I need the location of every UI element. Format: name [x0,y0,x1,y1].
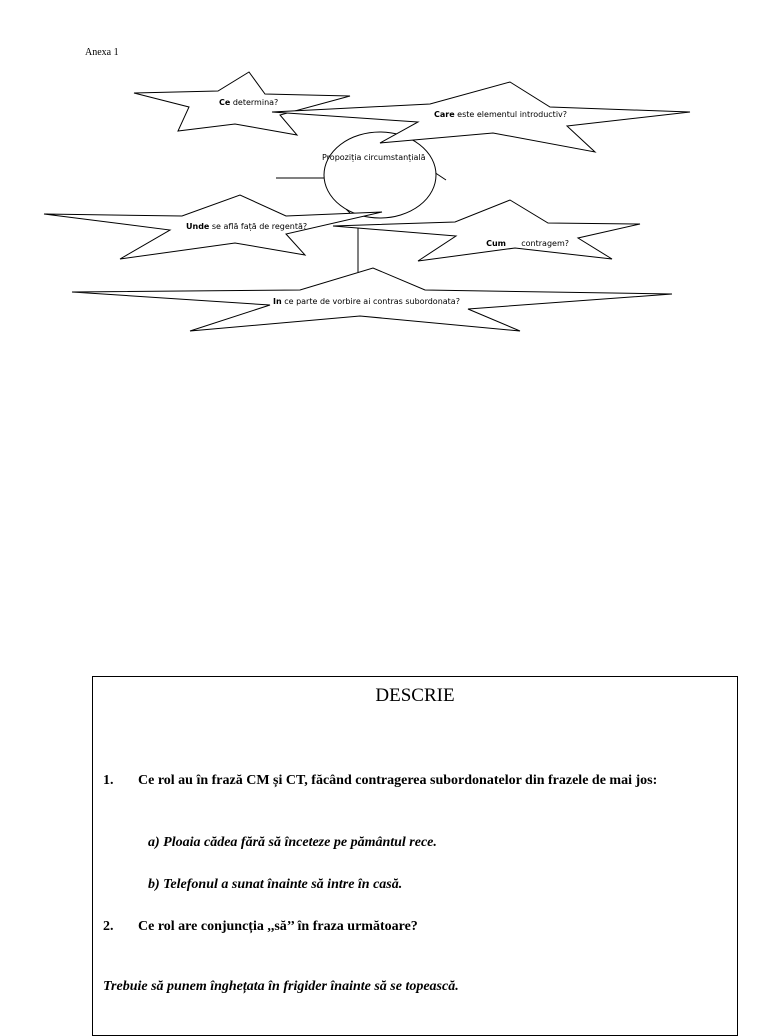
star-label-care: Care este elementul introductiv? [434,110,568,119]
question-2-number: 2. [103,919,114,934]
star-label-in: In ce parte de vorbire ai contras subordonata? [273,297,460,306]
worksheet-title: DESCRIE [375,685,455,706]
question-1 [103,771,735,791]
star-label-ce: Ce determina? [219,98,279,107]
example-sentence: Trebuie să punem înghețata în frigider înainte să se topească. [103,979,459,994]
question-1-text: Ce rol au în frază CM și CT, făcând contragerea subordonatelor din frazele de mai jos: [138,773,658,788]
center-ellipse [324,132,436,218]
spider-diagram [0,0,768,340]
annex-label: Anexa 1 [85,47,119,58]
question-2-text: Ce rol are conjuncția ,,să’’ în fraza următoare? [138,919,418,934]
question-1-number: 1. [103,773,114,788]
worksheet-box [92,676,738,1036]
question-2 [103,917,735,937]
star-label-unde: Unde se află față de regentă? [186,222,308,231]
example-b: b) Telefonul a sunat înainte să intre în casă. [148,877,403,892]
star-label-cum: Cum contragem? [486,239,569,248]
center-label: Propoziția circumstanțială [322,153,426,162]
example-a: a) Ploaia cădea fără să înceteze pe pământul rece. [148,835,437,850]
